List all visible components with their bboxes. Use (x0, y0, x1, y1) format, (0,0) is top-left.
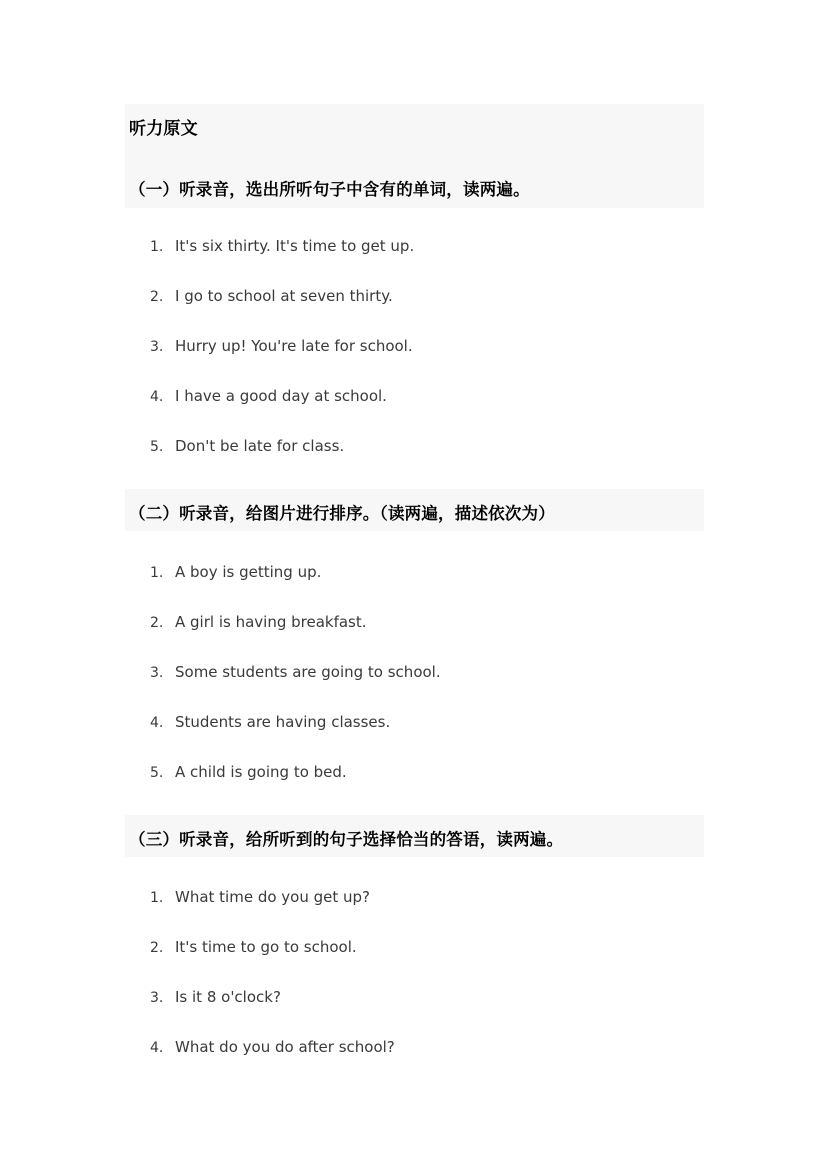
list-item (150, 1038, 395, 1056)
item-number: 3. (150, 665, 164, 681)
item-text: A child is going to bed. (175, 763, 347, 781)
list-item (150, 237, 414, 255)
section-3-heading: （三）听录音，给所听到的句子选择恰当的答语，读两遍。 (129, 830, 564, 849)
list-item (150, 763, 347, 781)
item-text: I have a good day at school. (175, 387, 387, 405)
item-number: 3. (150, 990, 164, 1006)
item-text: Don't be late for class. (175, 437, 345, 455)
list-item (150, 613, 367, 631)
item-number: 5. (150, 765, 164, 781)
item-text: What do you do after school? (175, 1038, 395, 1056)
item-text: Is it 8 o'clock? (175, 988, 281, 1006)
item-number: 4. (150, 715, 164, 731)
item-number: 2. (150, 615, 164, 631)
item-text: Some students are going to school. (175, 663, 441, 681)
list-item (150, 888, 370, 906)
list-item (150, 387, 387, 405)
list-item (150, 938, 357, 956)
item-number: 4. (150, 1040, 164, 1056)
item-number: 5. (150, 439, 164, 455)
item-text: Hurry up! You're late for school. (175, 337, 413, 355)
item-text: A girl is having breakfast. (175, 613, 367, 631)
item-number: 4. (150, 389, 164, 405)
item-text: I go to school at seven thirty. (175, 287, 393, 305)
item-number: 1. (150, 890, 164, 906)
list-item (150, 337, 413, 355)
item-number: 2. (150, 289, 164, 305)
document-title: 听力原文 (129, 119, 198, 139)
item-text: Students are having classes. (175, 713, 391, 731)
list-item (150, 563, 321, 581)
item-text: A boy is getting up. (175, 563, 322, 581)
list-item (150, 437, 344, 455)
item-number: 1. (150, 565, 164, 581)
item-text: It's time to go to school. (175, 938, 357, 956)
item-number: 2. (150, 940, 164, 956)
list-item (150, 287, 393, 305)
item-number: 3. (150, 339, 164, 355)
item-text: What time do you get up? (175, 888, 371, 906)
item-number: 1. (150, 239, 164, 255)
item-text: It's six thirty. It's time to get up. (175, 237, 415, 255)
section-2-heading: （二）听录音，给图片进行排序。（读两遍，描述依次为） (129, 504, 555, 523)
list-item (150, 663, 441, 681)
section-1-heading: （一）听录音，选出所听句子中含有的单词，读两遍。 (129, 180, 530, 199)
list-item (150, 713, 390, 731)
list-item (150, 988, 281, 1006)
